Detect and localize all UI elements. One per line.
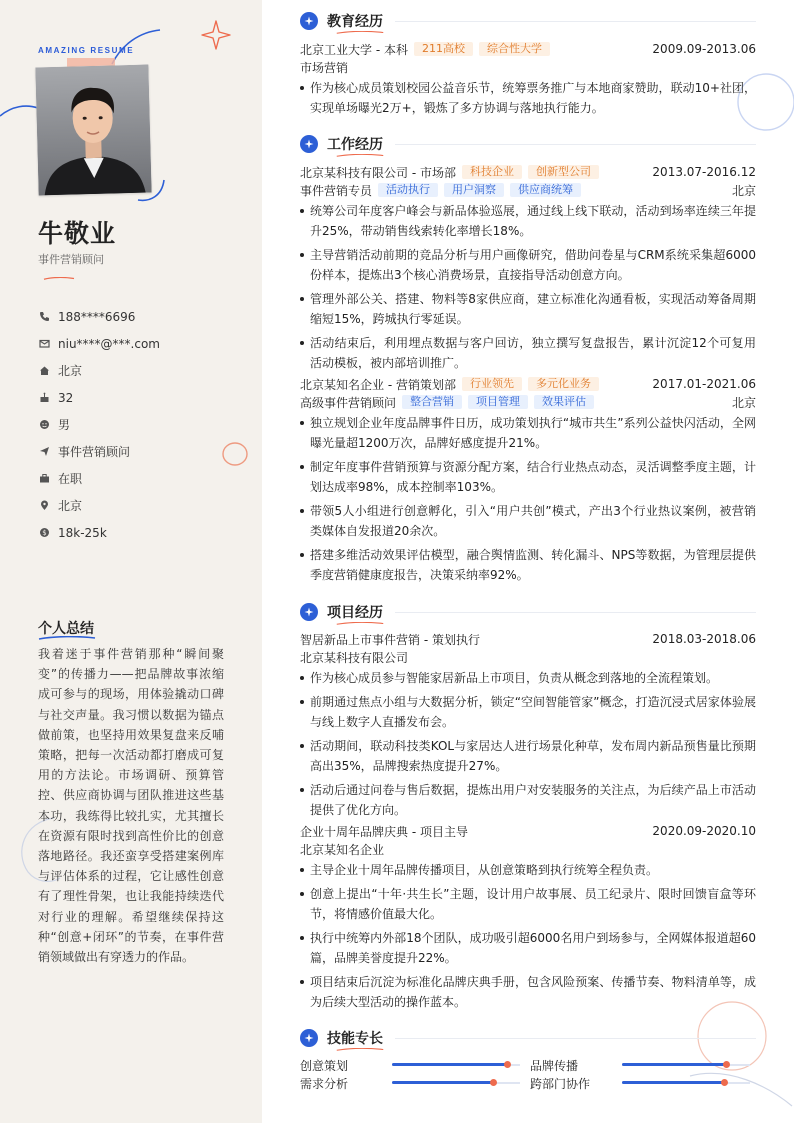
send-icon bbox=[38, 446, 50, 458]
section-work-header bbox=[300, 132, 383, 156]
age-text: 32 bbox=[58, 390, 74, 405]
skill-item bbox=[530, 1075, 590, 1092]
skill-level-knob bbox=[723, 1061, 730, 1068]
salary-text: 18k-25k bbox=[58, 525, 107, 540]
role-tag: 用户洞察 bbox=[444, 183, 504, 197]
section-star-icon bbox=[300, 12, 318, 30]
location-text: 北京 bbox=[58, 499, 83, 513]
school-tag: 211高校 bbox=[414, 42, 473, 56]
role-tag: 活动执行 bbox=[378, 183, 438, 197]
role-tag: 整合营销 bbox=[402, 395, 462, 409]
info-email bbox=[38, 330, 160, 357]
home-icon bbox=[38, 365, 50, 377]
section-star-icon bbox=[300, 135, 318, 153]
major-row bbox=[300, 58, 756, 76]
section-projects-header bbox=[300, 600, 383, 624]
skill-item bbox=[530, 1057, 578, 1074]
section-star-icon bbox=[300, 1029, 318, 1047]
info-location bbox=[38, 492, 160, 519]
section-work-title: 工作经历 bbox=[327, 137, 383, 153]
work-date: 2013.07-2016.12 bbox=[652, 165, 756, 179]
role-tag: 效果评估 bbox=[534, 395, 594, 409]
company-tag: 创新型公司 bbox=[528, 165, 599, 179]
school-tag: 综合性大学 bbox=[479, 42, 550, 56]
work-bullet: 主导营销活动前期的竞品分析与用户画像研究，借助问卷星与CRM系统采集超6000份样本，提炼出3个核心消费场景，直接指导活动创意方向。 bbox=[300, 245, 756, 285]
summary-underline bbox=[38, 636, 96, 640]
info-city bbox=[38, 357, 160, 384]
status-text: 在职 bbox=[58, 472, 83, 486]
info-gender bbox=[38, 411, 160, 438]
project-bullet: 作为核心成员参与智能家居新品上市项目，负责从概念到落地的全流程策划。 bbox=[300, 668, 756, 688]
project-name: 智居新品上市事件营销 - 策划执行 bbox=[300, 632, 480, 647]
company-tag: 科技企业 bbox=[462, 165, 522, 179]
school-name: 北京工业大学 - 本科 bbox=[300, 42, 408, 57]
project-bullet: 前期通过焦点小组与大数据分析，锁定“空间智能管家”概念，打造沉浸式居家体验展与线上数字人直播发布会。 bbox=[300, 692, 756, 732]
skill-bar-fill bbox=[622, 1063, 726, 1066]
section-underline bbox=[328, 31, 392, 34]
skill-item bbox=[300, 1057, 348, 1074]
section-divider bbox=[395, 21, 756, 22]
contact-info bbox=[38, 303, 160, 546]
section-divider bbox=[395, 1038, 756, 1039]
info-salary bbox=[38, 519, 160, 546]
work-entry bbox=[300, 163, 756, 377]
section-divider bbox=[395, 612, 756, 613]
project-name: 企业十周年品牌庆典 - 项目主导 bbox=[300, 824, 468, 839]
skill-level-knob bbox=[504, 1061, 511, 1068]
svg-text:$: $ bbox=[41, 529, 47, 537]
project-entry bbox=[300, 630, 756, 824]
work-bullet: 独立规划企业年度品牌事件日历，成功策划执行“城市共生”系列公益快闪活动，全网曝光量超1200万次，品牌好感度提升21%。 bbox=[300, 413, 756, 453]
skill-item bbox=[300, 1075, 348, 1092]
section-underline bbox=[328, 154, 392, 157]
project-date: 2020.09-2020.10 bbox=[652, 824, 756, 838]
project-org: 北京某知名企业 bbox=[300, 842, 385, 857]
skill-level-knob bbox=[490, 1079, 497, 1086]
decor-ring bbox=[218, 438, 252, 470]
company-name: 北京某科技有限公司 - 市场部 bbox=[300, 165, 456, 180]
person-name: 牛敬业 bbox=[38, 219, 117, 248]
info-target-role bbox=[38, 438, 160, 465]
education-date: 2009.09-2013.06 bbox=[652, 42, 756, 56]
briefcase-icon bbox=[38, 473, 50, 485]
project-entry bbox=[300, 822, 756, 1016]
skill-bar-fill bbox=[392, 1063, 507, 1066]
project-bullet: 活动后通过问卷与售后数据，提炼出用户对安装服务的关注点，为后续产品上市活动提供了优化方向。 bbox=[300, 780, 756, 820]
company-tag: 多元化业务 bbox=[528, 377, 599, 391]
work-bullet: 统筹公司年度客户峰会与新品体验巡展，通过线上线下联动，活动到场率连续三年提升25%，带动销售线索转化率增长18%。 bbox=[300, 201, 756, 241]
education-bullet: 作为核心成员策划校园公益音乐节，统筹票务推广与本地商家赞助，联动10+社团，实现单场曝光2万+，锻炼了多方协调与落地执行能力。 bbox=[300, 78, 756, 118]
mail-icon bbox=[38, 338, 50, 350]
skill-level-knob bbox=[721, 1079, 728, 1086]
skill-bar-fill bbox=[622, 1081, 724, 1084]
project-bullet: 主导企业十周年品牌传播项目，从创意策略到执行统筹全程负责。 bbox=[300, 860, 756, 880]
role-tag: 供应商统筹 bbox=[510, 183, 581, 197]
email-text: niu****@***.com bbox=[58, 336, 160, 351]
cake-icon bbox=[38, 392, 50, 404]
work-bullet: 管理外部公关、搭建、物料等8家供应商，建立标准化沟通看板，实现活动筹备周期缩短15%，跨城执行零延误。 bbox=[300, 289, 756, 329]
phone-icon bbox=[38, 311, 50, 323]
work-city: 北京 bbox=[731, 183, 756, 198]
city-text: 北京 bbox=[58, 364, 83, 378]
location-icon bbox=[38, 500, 50, 512]
avatar bbox=[35, 65, 151, 196]
company-name: 北京某知名企业 - 营销策划部 bbox=[300, 377, 456, 392]
section-projects-title: 项目经历 bbox=[327, 605, 383, 621]
work-entry bbox=[300, 375, 756, 589]
role-tag: 项目管理 bbox=[468, 395, 528, 409]
name-underline bbox=[38, 277, 80, 280]
salary-icon bbox=[38, 527, 50, 539]
work-city: 北京 bbox=[731, 395, 756, 410]
skill-name: 需求分析 bbox=[300, 1077, 349, 1091]
info-age bbox=[38, 384, 160, 411]
target-role-text: 事件营销顾问 bbox=[58, 445, 131, 459]
work-bullet: 活动结束后，利用埋点数据与客户回访，独立撰写复盘报告，累计沉淀12个可复用活动模板，被内部培训推广。 bbox=[300, 333, 756, 373]
work-bullet: 搭建多维活动效果评估模型，融合舆情监测、转化漏斗、NPS等数据，为管理层提供季度营销健康度报告，决策采纳率92%。 bbox=[300, 545, 756, 585]
project-date: 2018.03-2018.06 bbox=[652, 632, 756, 646]
info-phone bbox=[38, 303, 160, 330]
section-education-header bbox=[300, 9, 383, 33]
gender-icon bbox=[38, 419, 50, 431]
skill-bar-fill bbox=[392, 1081, 493, 1084]
section-underline bbox=[328, 1048, 392, 1051]
avatar-portrait bbox=[35, 65, 151, 196]
work-date: 2017.01-2021.06 bbox=[652, 377, 756, 391]
skill-name: 品牌传播 bbox=[530, 1059, 579, 1073]
major-text: 市场营销 bbox=[300, 60, 349, 75]
skill-name: 创意策划 bbox=[300, 1059, 349, 1073]
section-skills-title: 技能专长 bbox=[327, 1031, 383, 1047]
section-star-icon bbox=[300, 603, 318, 621]
education-entry bbox=[300, 40, 756, 122]
section-education-title: 教育经历 bbox=[327, 14, 383, 30]
role-name: 高级事件营销顾问 bbox=[300, 395, 397, 410]
section-divider bbox=[395, 144, 756, 145]
skill-name: 跨部门协作 bbox=[530, 1077, 591, 1091]
sparkle-icon bbox=[201, 20, 231, 50]
work-bullet: 制定年度事件营销预算与资源分配方案，结合行业热点动态，灵活调整季度主题，计划达成率98%，成本控制率103%。 bbox=[300, 457, 756, 497]
decor-curve-left bbox=[0, 96, 40, 136]
section-skills-header bbox=[300, 1026, 383, 1050]
phone-text: 188****6696 bbox=[58, 309, 136, 324]
project-bullet: 执行中统筹内外部18个团队，成功吸引超6000名用户到场参与，全网媒体报道超60篇，品牌美誉度提升22%。 bbox=[300, 928, 756, 968]
sidebar bbox=[0, 0, 262, 1123]
gender-text: 男 bbox=[58, 418, 71, 432]
section-underline bbox=[328, 622, 392, 625]
work-bullet: 带领5人小组进行创意孵化，引入“用户共创”模式，产出3个行业热议案例，被营销类媒体自发报道20余次。 bbox=[300, 501, 756, 541]
project-org: 北京某科技有限公司 bbox=[300, 650, 409, 665]
summary-text: 我着迷于事件营销那种“瞬间聚变”的传播力——把品牌故事浓缩成可参与的现场，用体验撬动口碑与社交声量。我习惯以数据为锚点做前策，也坚持用效果复盘来反哺策略，把每一次活动都打磨成可复用的方法论。市场调研、预算管控、供应商协调与团队推进这些基本功，我练得比较扎实，尤其擅长在资源有限时找到高性价比的创意落地路径。我还蛮享受搭建案例库与评估体系的过程，它让感性创意有了理性骨架，也让我能持续迭代对行业的理解。希望继续保持这种“创意+闭环”的节奏，在事件营销领域做出有穿透力的作品。 bbox=[38, 647, 224, 965]
company-tag: 行业领先 bbox=[462, 377, 522, 391]
project-bullet: 活动期间，联动科技类KOL与家居达人进行场景化种草，发布周内新品预售量比预期高出35%，品牌搜索热度提升27%。 bbox=[300, 736, 756, 776]
project-bullet: 创意上提出“十年·共生长”主题，设计用户故事展、员工纪录片、限时回馈盲盒等环节，将情感价值最大化。 bbox=[300, 884, 756, 924]
info-status bbox=[38, 465, 160, 492]
summary-title: 个人总结 bbox=[38, 621, 94, 637]
project-bullet: 项目结束后沉淀为标准化品牌庆典手册，包含风险预案、传播节奏、物料清单等，成为后续大型活动的操作蓝本。 bbox=[300, 972, 756, 1012]
role-name: 事件营销专员 bbox=[300, 183, 373, 198]
person-title: 事件营销顾问 bbox=[38, 253, 104, 266]
brand-tag: AMAZING RESUME bbox=[38, 46, 135, 55]
